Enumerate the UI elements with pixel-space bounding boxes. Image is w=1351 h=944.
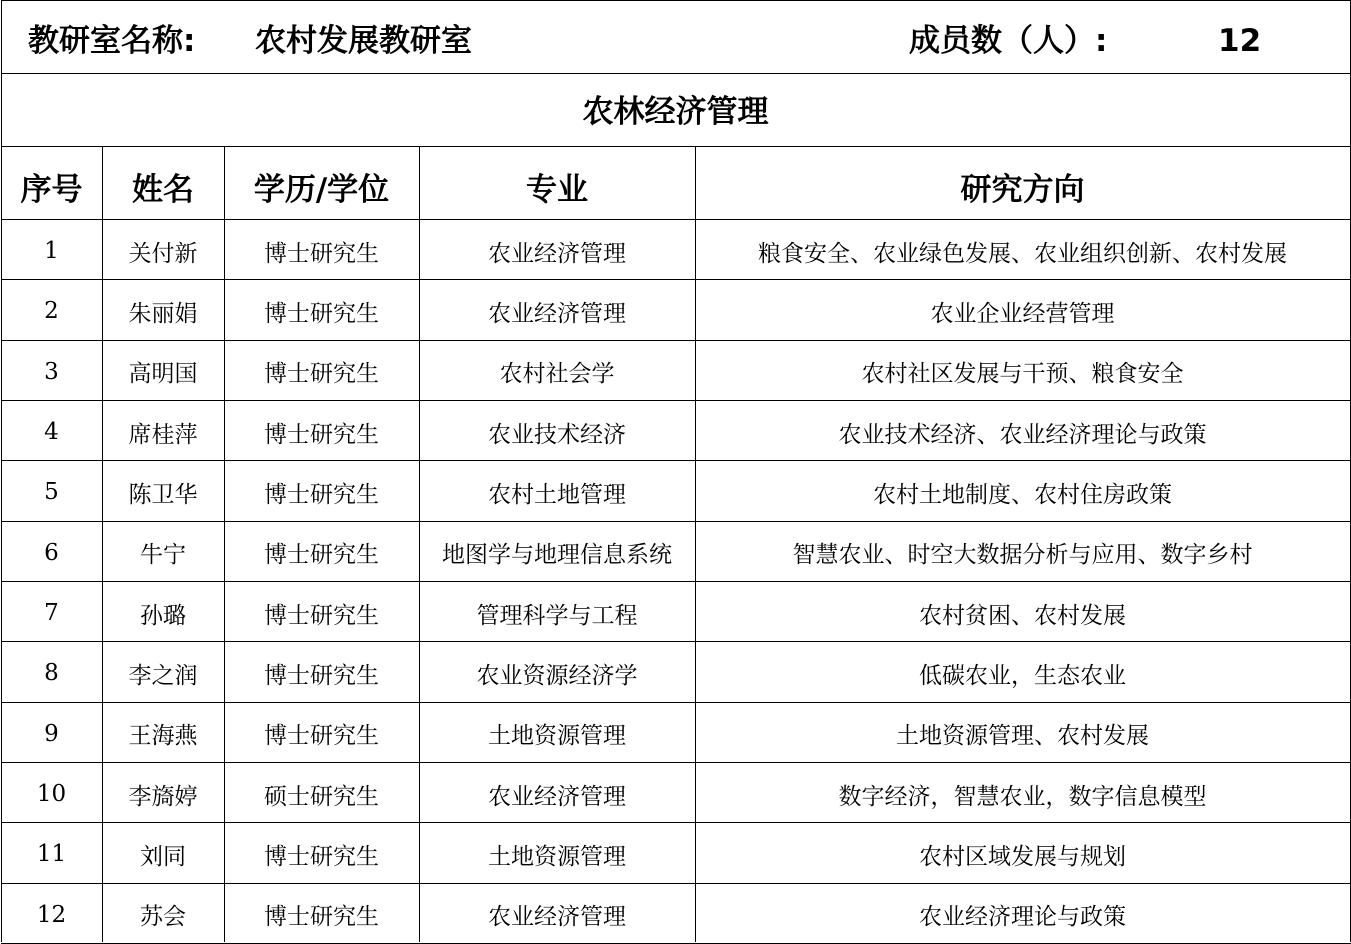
grid-line-horizontal xyxy=(1,0,1351,1)
cell-major: 农业经济管理 xyxy=(488,300,626,327)
cell-research: 农村社区发展与干预、粮食安全 xyxy=(861,361,1184,388)
grid-line-horizontal xyxy=(1,400,1351,401)
cell-index: 6 xyxy=(44,539,59,566)
member-count-value: 12 xyxy=(1218,23,1262,59)
cell-major: 地图学与地理信息系统 xyxy=(442,542,672,569)
cell-name: 朱丽娟 xyxy=(128,300,198,327)
grid-line-horizontal xyxy=(1,702,1351,703)
grid-line-horizontal xyxy=(1,146,1351,147)
column-header-degree: 学历/学位 xyxy=(253,171,390,208)
grid-line-horizontal xyxy=(1,340,1351,341)
office-header-row xyxy=(1,1,1350,73)
cell-name: 苏会 xyxy=(140,904,186,931)
cell-degree: 博士研究生 xyxy=(264,662,379,689)
grid-line-horizontal xyxy=(1,822,1351,823)
cell-index: 3 xyxy=(44,358,59,385)
cell-degree: 硕士研究生 xyxy=(264,783,379,810)
grid-line-horizontal xyxy=(1,883,1351,884)
cell-degree: 博士研究生 xyxy=(264,240,379,267)
cell-index: 1 xyxy=(44,238,59,265)
cell-index: 10 xyxy=(36,781,67,808)
cell-research: 农村贫困、农村发展 xyxy=(919,602,1126,629)
cell-research: 农业技术经济、农业经济理论与政策 xyxy=(838,421,1207,448)
cell-name: 刘同 xyxy=(140,843,186,870)
column-header-major: 专业 xyxy=(526,171,588,208)
cell-major: 农村社会学 xyxy=(499,361,615,388)
cell-major: 土地资源管理 xyxy=(488,843,626,870)
cell-name: 李之润 xyxy=(128,662,198,689)
cell-name: 关付新 xyxy=(128,240,198,267)
cell-research: 农业企业经营管理 xyxy=(930,300,1115,327)
cell-research: 智慧农业、时空大数据分析与应用、数字乡村 xyxy=(792,542,1253,569)
column-header-name: 姓名 xyxy=(132,171,194,208)
cell-degree: 博士研究生 xyxy=(264,602,379,629)
cell-research: 农村土地制度、农村住房政策 xyxy=(873,481,1172,508)
cell-degree: 博士研究生 xyxy=(264,542,379,569)
cell-research: 农业经济理论与政策 xyxy=(919,904,1126,931)
cell-index: 2 xyxy=(44,298,59,325)
grid-line-horizontal xyxy=(1,460,1351,461)
grid-line-horizontal xyxy=(1,581,1351,582)
grid-line-vertical xyxy=(419,146,420,942)
cell-name: 牛宁 xyxy=(140,542,186,569)
cell-major: 土地资源管理 xyxy=(488,723,626,750)
cell-name: 陈卫华 xyxy=(128,481,198,508)
cell-index: 7 xyxy=(44,600,59,627)
cell-major: 农业技术经济 xyxy=(488,421,626,448)
cell-index: 8 xyxy=(44,660,59,687)
discipline-title: 农林经济管理 xyxy=(582,94,769,130)
cell-research: 土地资源管理、农村发展 xyxy=(896,723,1149,750)
grid-line-horizontal xyxy=(1,641,1351,642)
cell-research: 数字经济，智慧农业，数字信息模型 xyxy=(838,783,1207,810)
cell-index: 11 xyxy=(36,841,67,868)
column-header-index: 序号 xyxy=(20,171,83,208)
cell-major: 农业经济管理 xyxy=(488,240,626,267)
grid-line-horizontal xyxy=(1,73,1351,74)
cell-name: 席桂萍 xyxy=(128,421,198,448)
cell-degree: 博士研究生 xyxy=(264,723,379,750)
cell-degree: 博士研究生 xyxy=(264,300,379,327)
office-name-label: 教研室名称: xyxy=(28,23,196,59)
cell-degree: 博士研究生 xyxy=(264,904,379,931)
cell-index: 9 xyxy=(44,720,59,747)
member-count-label: 成员数（人）: xyxy=(909,23,1108,59)
cell-index: 4 xyxy=(44,419,59,446)
cell-index: 12 xyxy=(36,901,67,928)
grid-line-horizontal xyxy=(1,762,1351,763)
office-name-value: 农村发展教研室 xyxy=(255,23,472,59)
cell-major: 农业经济管理 xyxy=(488,783,626,810)
grid-line-horizontal xyxy=(1,279,1351,280)
cell-name: 高明国 xyxy=(128,361,198,388)
grid-line-horizontal xyxy=(1,219,1351,220)
grid-line-vertical xyxy=(224,146,225,942)
grid-line-vertical xyxy=(1,0,2,942)
cell-research: 低碳农业，生态农业 xyxy=(919,662,1126,689)
cell-research: 粮食安全、农业绿色发展、农业组织创新、农村发展 xyxy=(758,240,1287,267)
cell-degree: 博士研究生 xyxy=(264,361,379,388)
cell-name: 王海燕 xyxy=(128,723,198,750)
grid-line-vertical xyxy=(102,146,103,942)
cell-degree: 博士研究生 xyxy=(264,481,379,508)
cell-degree: 博士研究生 xyxy=(264,843,379,870)
cell-major: 农业资源经济学 xyxy=(476,662,638,689)
grid-line-horizontal xyxy=(1,521,1351,522)
cell-major: 农村土地管理 xyxy=(488,481,626,508)
cell-research: 农村区域发展与规划 xyxy=(919,843,1126,870)
cell-degree: 博士研究生 xyxy=(264,421,379,448)
cell-index: 5 xyxy=(44,479,59,506)
cell-major: 农业经济管理 xyxy=(488,904,626,931)
cell-name: 孙璐 xyxy=(140,602,186,629)
cell-name: 李旖婷 xyxy=(128,783,198,810)
column-header-research: 研究方向 xyxy=(960,171,1085,208)
grid-line-vertical xyxy=(695,146,696,942)
cell-major: 管理科学与工程 xyxy=(476,602,638,629)
